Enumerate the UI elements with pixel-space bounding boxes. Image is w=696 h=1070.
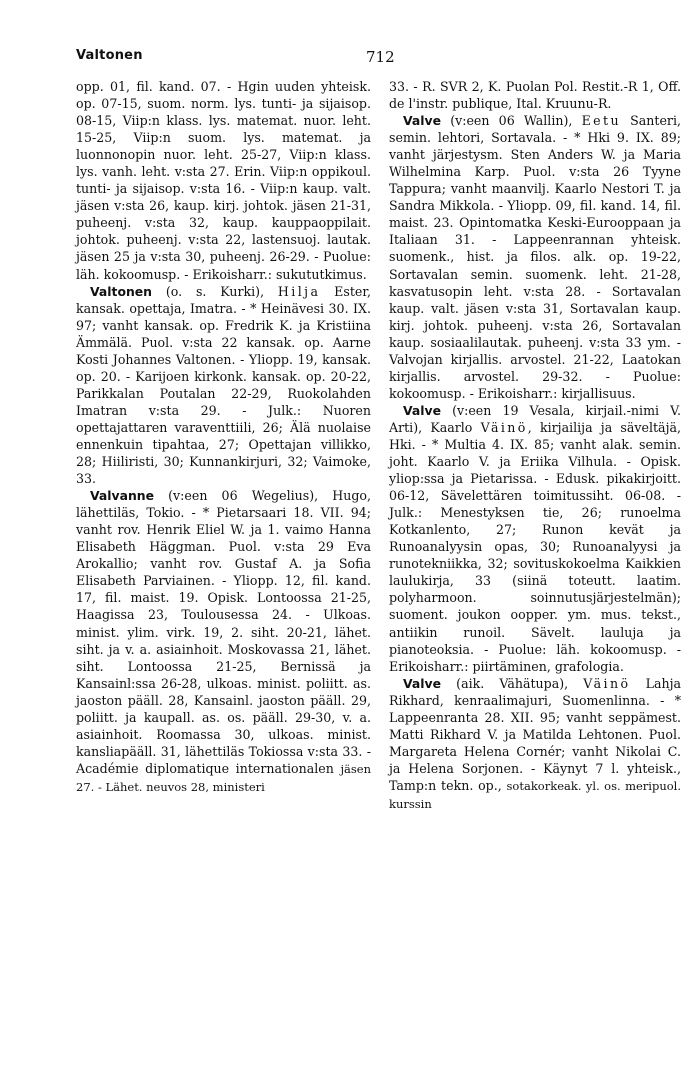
entry-prefix: (v:een 19 Vesala, kirjail.-nimi V. Arti), Kaarlo — [389, 402, 681, 435]
entry-valve-vaino-lahja — [389, 675, 681, 813]
entry-headword: Valtonen — [90, 283, 153, 299]
entry-text: 33. - R. SVR 2, K. Puolan Pol. Restit.-R 1, Off. de l'instr. publique, Ital. Kruunu-R. — [389, 79, 681, 112]
running-head: Valtonen — [76, 48, 143, 63]
left-column — [76, 78, 371, 796]
entry-valve-vaino-arti — [389, 402, 681, 675]
entry-valvanne-hugo — [76, 487, 371, 796]
entry-prefix: (o. s. Kurki), — [152, 283, 278, 299]
entry-headword: Valve — [403, 402, 442, 418]
entry-headword: Valve — [403, 113, 442, 129]
entry-text: Ester, kansak. opettaja, Imatra. - * Heinävesi 30. IX. 97; vanht kansak. op. Fredrik K. ja Kristiina Ämmälä. Puol. v:sta 22 kansak. op. Aarne Kosti Johannes Valtonen. - Yliopp. 19, kansak. op. 20. - Karijoen kirkonk. kansak. op. 20-22, Parikkalan Poutalan 22-29, Ruokolahden Imatran v:sta 29. - Julk.: Nuoren opettajattaren varaventtiili, 26; Älä nuolaise ennenkuin tipahtaa, 27; Opettajan villikko, 28; Hiiliristi, 30; Kunnankirjuri, 32; Vaimoke, 33. — [76, 283, 371, 487]
entry-given-name: Väinö — [583, 675, 631, 691]
entry-prefix: (aik. Vähätupa), — [441, 675, 584, 691]
entry-headword: Valvanne — [90, 488, 155, 504]
entry-text: Santeri, semin. lehtori, Sortavala. - * Hki 9. IX. 89; vanht järjestysm. Sten Anders W. ja Maria Wilhelmina Karp. Puol. v:sta 26 Tyyne Tappura; vanht maanvilj. Kaarlo Nestori T. ja Sandra Mikkola. - Yliopp. 09, fil. kand. 14, fil. maist. 23. Opintomatka Keski-Eurooppaan ja Italiaan 31. - Lappeenrannan yhteisk. suomenk., hist. ja filos. alk. op. 19-22, Sortavalan semin. suomenk. leht. 21-28, kasvatusopin leht. v:sta 28. - Sortavalan kaup. valt. jäsen v:sta 31, Sortavalan kaup. kirj. johtok. puheenj. v:sta 26, Sortavalan kaup. sosiaalilautak. puheenj. v:sta 33 ym. - Valvojan kirjallis. arvostel. 21-22, Laatokan kirjallis. arvostel. 29-32. - Puolue: kokoomusp. - Erikoisharr.: kirjallisuus. — [389, 113, 681, 401]
entry-text: Lahja Rikhard, kenraalimajuri, Suomenlinna. - * Lappeenranta 28. XII. 95; vanht seppämest. Matti Rikhard V. ja Matilda Lehtonen. Puol. Margareta Helena Cornér; vanht Nikolai C. ja Helena Sorjonen. - Käynyt 7 l. yhteisk., Tamp:n tekn. op., — [389, 675, 681, 793]
entry-given-name: Hilja — [277, 283, 321, 299]
entry-continuation-right — [389, 78, 681, 112]
page-number: 712 — [366, 48, 395, 66]
entry-text: opp. 01, fil. kand. 07. - Hgin uuden yhteisk. op. 07-15, suom. norm. lys. tunti- ja sijaisop. 08-15, Viip:n klass. lys. matemat. nuor. leht. 15-25, Viip:n suom. lys. matemat. ja luonnonopin nuor. leht. 25-27, Viip:n klass. lys. vanh. leht. v:sta 27. Erin. Viip:n oppikoul. tunti- ja sijaisop. v:sta 16. - Viip:n kaup. valt. jäsen v:sta 26, kaup. kirj. johtok. jäsen 21-31, puheenj. v:sta 32, kaup. kauppaoppilait. johtok. puheenj. v:sta 22, lastensuoj. lautak. jäsen 25 ja v:sta 30, puheenj. 26-29. - Puolue: läh. kokoomusp. - Erikoisharr.: sukututkimus. — [76, 79, 371, 282]
entry-given-name: Väinö — [480, 419, 528, 435]
entry-headword: Valve — [403, 675, 442, 691]
entry-last-line: jäsen 27. - Lähet. neuvos 28, ministeri — [76, 761, 371, 794]
entry-text: (v:een 06 Wegelius), Hugo, lähettiläs, Tokio. - * Pietarsaari 18. VII. 94; vanht rov. Henrik Eliel W. ja 1. vaimo Hanna Elisabeth Häggman. Puol. v:sta 29 Eva Arokallio; vanht rov. Gustaf A. ja Sofia Elisabeth Parviainen. - Yliopp. 12, fil. kand. 17, fil. maist. 19. Opisk. Lontoossa 21-25, Haagissa 23, Toulousessa 24. - Ulkoas. minist. ylim. virk. 19, 2. siht. 20-21, lähet. siht. ja v. a. asiainhoit. Moskovassa 21, lähet. siht. Lontoossa 21-25, Bernissä ja Kansainl:ssa 26-28, ulkoas. minist. poliitt. as. jaoston pääll. 28, Kansainl. jaoston pääll. 29, poliitt. ja kaupall. as. os. pääll. 29-30, v. a. asiainhoit. Roomassa 30, ulkoas. minist. kansliapääll. 31, lähettiläs Tokiossa v:sta 33. - Académie diplomatique internationalen — [76, 488, 371, 776]
entry-given-name: Eetu — [581, 113, 621, 129]
entry-valve-eetu — [389, 112, 681, 402]
entry-text: , kirjailija ja säveltäjä, Hki. - * Multia 4. IX. 85; vanht alak. semin. joht. Kaarlo V. ja Eriika Vilhula. - Opisk. yliop:ssa ja Pietarissa. - Edusk. pikakirjoitt. 06-12, Sävelettären toimitussiht. 06-08. - Julk.: Menestyksen tie, 26; runoelma Kotkanlento, 27; Runon kevät ja Runoanalyysin opas, 30; Runoanalyysi ja runotekniikka, 32; sovituskokoelma Kaikkien laulukirja, 33 (siinä toteutt. laatim. polyharmoon. soinnutusjärjestelmän); suoment. joukon oopper. ym. mus. tekst., antiikin runoil. Sävelt. lauluja ja pianoteoksia. - Puolue: läh. kokoomusp. - Erikoisharr.: piirtäminen, grafologia. — [389, 419, 681, 674]
entry-continuation-left — [76, 78, 371, 283]
right-column — [389, 78, 681, 813]
entry-last-line: sotakorkeak. yl. os. meripuol. kurssin — [389, 778, 681, 811]
page-header — [76, 48, 678, 72]
entry-valtonen-hilja — [76, 283, 371, 488]
entry-prefix: (v:een 06 Wallin), — [441, 113, 582, 129]
